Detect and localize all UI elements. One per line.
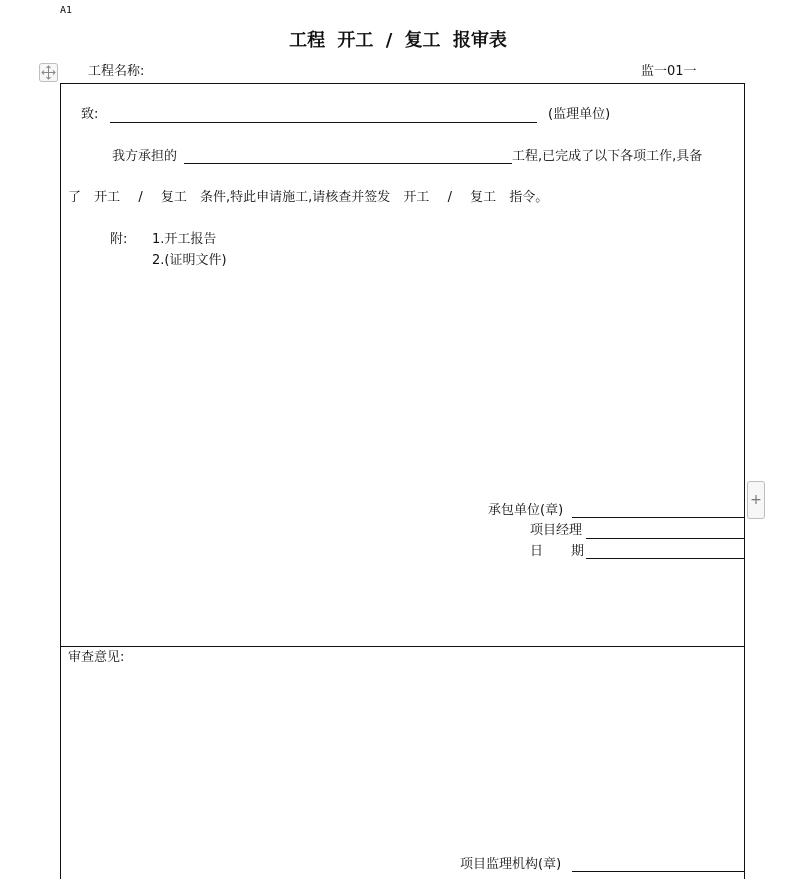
to-label: 致: <box>81 107 99 122</box>
title-part-fugong: 复工 <box>404 30 441 51</box>
paragraph-2 <box>68 191 548 204</box>
date-label-day: 日 <box>530 544 544 559</box>
section-divider <box>60 646 745 647</box>
to-recipient-field[interactable] <box>110 122 537 123</box>
title-part-gongcheng: 工程 <box>289 30 326 51</box>
paragraph-1-start: 我方承担的 <box>112 149 178 164</box>
paragraph-1-end: 工程,已完成了以下各项工作,具备 <box>512 149 703 164</box>
project-manager-label: 项目经理 <box>530 523 583 538</box>
plus-icon: + <box>750 492 762 508</box>
title-part-kaigong: 开工 <box>337 30 374 51</box>
p2-part-e: 开工 <box>403 190 430 205</box>
p2-part-g: 指令。 <box>509 190 549 205</box>
supervision-seal-label: 项目监理机构(章) <box>460 857 562 872</box>
attachment-item: 2.(证明文件) <box>152 253 227 268</box>
p2-slash-1: / <box>138 190 143 205</box>
attachment-label: 附: <box>110 232 128 247</box>
p2-part-d: 条件,特此申请施工,请核查并签发 <box>200 190 391 205</box>
title-part-baoshenbiao: 报审表 <box>452 30 507 51</box>
project-manager-field[interactable] <box>586 538 744 539</box>
date-label-period: 期 <box>571 544 585 559</box>
p2-part-a: 了 <box>68 190 82 205</box>
supervision-seal-field[interactable] <box>572 871 744 872</box>
review-opinion-label: 审查意见: <box>68 650 125 665</box>
table-move-handle[interactable] <box>39 63 58 82</box>
to-suffix: (监理单位) <box>548 107 611 122</box>
p2-part-b: 开工 <box>94 190 121 205</box>
contractor-seal-field[interactable] <box>572 517 744 518</box>
p2-part-c: 复工 <box>160 190 187 205</box>
project-name-label: 工程名称: <box>88 64 145 79</box>
title-slash: / <box>385 30 393 51</box>
date-label <box>530 545 584 558</box>
move-arrows-icon <box>40 64 57 81</box>
attachment-item: 1.开工报告 <box>152 232 217 247</box>
project-undertaken-field[interactable] <box>184 163 512 164</box>
p2-part-f: 复工 <box>470 190 497 205</box>
page-title <box>0 32 796 50</box>
form-code: 监一01一 <box>641 64 697 79</box>
cell-reference: A1 <box>60 5 73 16</box>
p2-slash-2: / <box>447 190 452 205</box>
contractor-seal-label: 承包单位(章) <box>488 503 564 518</box>
date-field[interactable] <box>586 558 744 559</box>
add-column-button[interactable] <box>747 481 765 519</box>
